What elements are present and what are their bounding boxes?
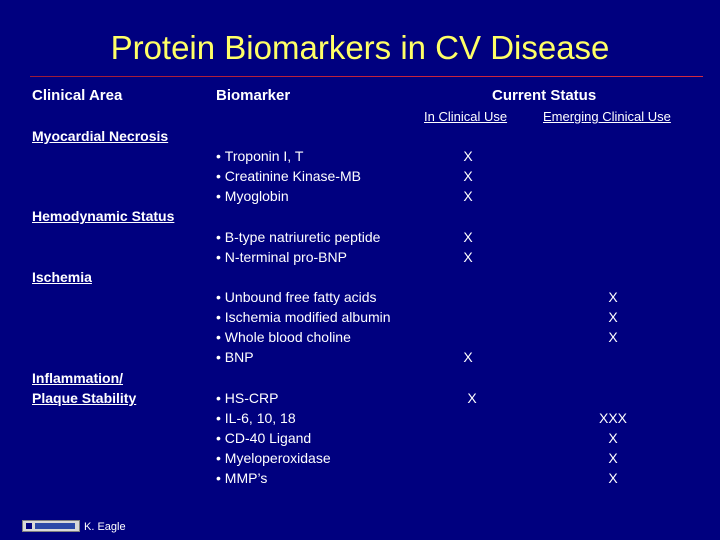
area-inflammation: Inflammation/ — [32, 370, 124, 386]
logo-wordmark — [35, 523, 75, 529]
emerging-mark: X — [608, 289, 618, 305]
biomarker-list-necrosis — [216, 146, 361, 206]
emerging-mark: X — [608, 430, 618, 446]
in-use-marks-hemodynamic — [453, 227, 483, 267]
biomarker-list-inflammation — [216, 388, 331, 488]
biomarker-item: • Myoglobin — [216, 186, 361, 206]
biomarker-item: • Troponin I, T — [216, 146, 361, 166]
in-use-mark: X — [463, 148, 473, 164]
in-use-marks-inflammation — [457, 388, 487, 408]
in-use-mark: X — [463, 349, 473, 365]
emerging-mark: X — [608, 309, 618, 325]
institution-logo — [22, 520, 80, 532]
biomarker-item: • N-terminal pro-BNP — [216, 247, 380, 267]
biomarker-item: • HS-CRP — [216, 388, 331, 408]
area-myocardial-necrosis: Myocardial Necrosis — [32, 128, 169, 144]
logo-mark — [26, 523, 32, 529]
in-use-marks-ischemia — [453, 347, 483, 367]
biomarker-list-hemodynamic — [216, 227, 380, 267]
emerging-marks-ischemia — [598, 287, 628, 347]
emerging-mark: XXX — [598, 410, 627, 426]
biomarker-item: • Unbound free fatty acids — [216, 287, 391, 307]
subheader-emerging-clinical-use: Emerging Clinical Use — [543, 109, 671, 124]
in-use-mark: X — [463, 168, 473, 184]
biomarker-item: • Creatinine Kinase-MB — [216, 166, 361, 186]
header-current-status: Current Status — [492, 87, 597, 104]
title-divider — [30, 76, 703, 77]
subheader-in-clinical-use: In Clinical Use — [424, 109, 508, 124]
author-credit: K. Eagle — [84, 521, 126, 533]
biomarker-item: • CD-40 Ligand — [216, 428, 331, 448]
slide-title: Protein Biomarkers in CV Disease — [110, 29, 610, 66]
header-clinical-area: Clinical Area — [32, 87, 123, 104]
in-use-mark: X — [463, 188, 473, 204]
biomarker-item: • BNP — [216, 347, 391, 367]
area-plaque-stability: Plaque Stability — [32, 390, 137, 406]
biomarker-item: • MMP’s — [216, 468, 331, 488]
emerging-mark: X — [608, 329, 618, 345]
area-hemodynamic-status: Hemodynamic Status — [32, 208, 175, 224]
area-ischemia: Ischemia — [32, 269, 92, 285]
biomarker-item: • Ischemia modified albumin — [216, 307, 391, 327]
emerging-mark: X — [608, 470, 618, 486]
biomarker-item: • IL-6, 10, 18 — [216, 408, 331, 428]
emerging-mark: X — [608, 450, 618, 466]
biomarker-item: • Whole blood choline — [216, 327, 391, 347]
in-use-marks-necrosis — [453, 146, 483, 206]
in-use-mark: X — [463, 249, 473, 265]
biomarker-item: • B-type natriuretic peptide — [216, 227, 380, 247]
biomarker-item: • Myeloperoxidase — [216, 448, 331, 468]
emerging-marks-inflammation — [598, 408, 628, 488]
in-use-mark: X — [467, 390, 477, 406]
header-biomarker: Biomarker — [216, 87, 291, 104]
biomarker-list-ischemia — [216, 287, 391, 367]
in-use-mark: X — [463, 229, 473, 245]
